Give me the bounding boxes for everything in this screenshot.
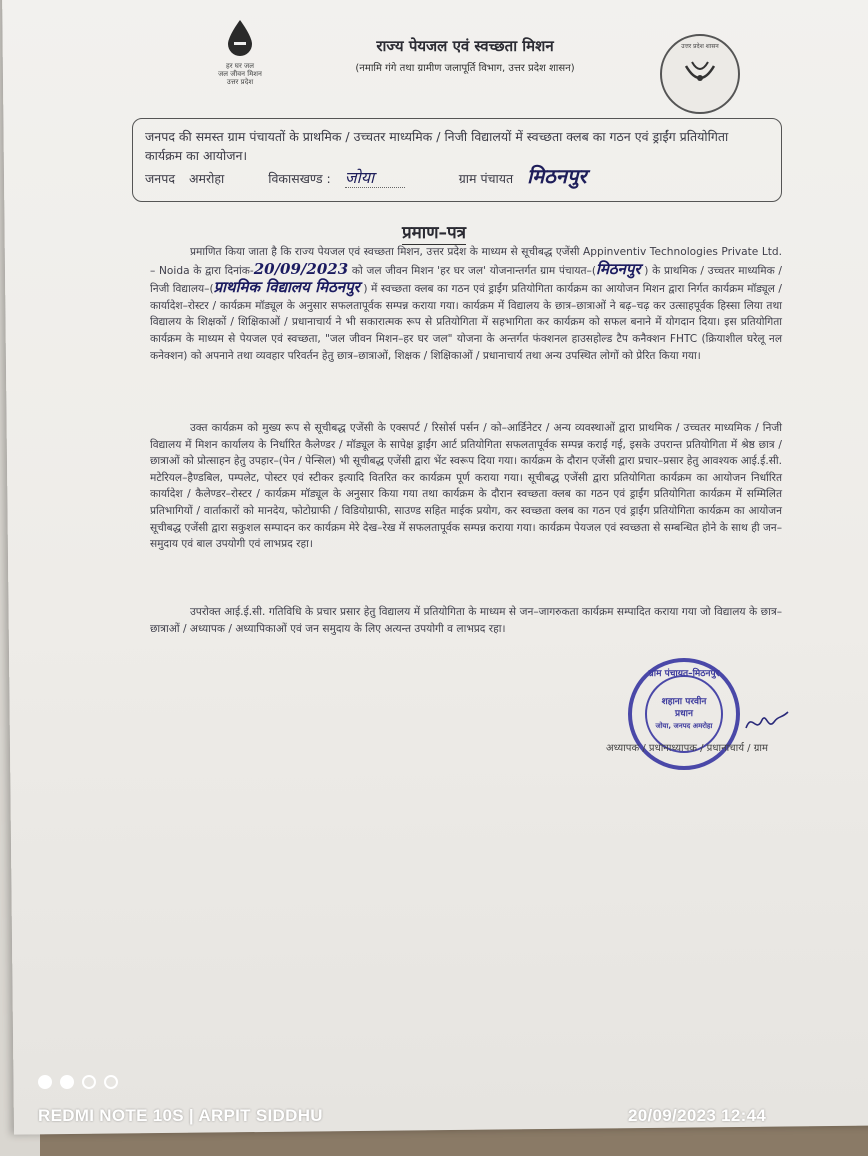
document-title	[0, 220, 868, 243]
para1-text-c: ) के प्राथमिक / उच्चतर माध्यमिक / निजी विद्यालय–(	[150, 264, 783, 296]
device-watermark: REDMI NOTE 10S | ARPIT SIDDHU	[38, 1106, 323, 1125]
stamp-ring-text: ग्राम पंचायत–मिठनपुर	[648, 669, 720, 679]
fish-bow-emblem-icon	[680, 56, 720, 92]
mission-title: राज्य पेयजल एवं स्वच्छता मिशन	[376, 37, 554, 55]
para3-text: उपरोक्त आई.ई.सी. गतिविधि के प्रचार प्रसार हेतु विद्यालय में प्रतियोगिता के माध्यम से जन–जागरुकता कार्यक्रम सम्पादित कराया गया जो विद्यालय के छात्र–छात्राओं / अध्यापक / अध्यापिकाओं एवं जन समुदाय के लिए अत्यन्त उपयोगी व लाभप्रद रहा।	[150, 606, 782, 635]
para1-text-b: को जल जीवन मिशन 'हर घर जल' योजनान्तर्गत ग्राम पंचायत–(	[351, 264, 596, 277]
handwritten-village: मिठनपुर	[595, 259, 641, 278]
water-drop-icon	[225, 18, 255, 58]
para1-text-a: प्रमाणित किया जाता है कि राज्य पेयजल एवं स्वच्छता मिशन, उत्तर प्रदेश के माध्यम से सूचीबद्ध एजेंसी Appinventiv Technologies Private Ltd. – Noida के द्वारा दिनांक-	[150, 246, 782, 277]
paragraph-3	[150, 604, 782, 637]
district-value: अमरोहा	[188, 171, 225, 186]
paragraph-2	[150, 420, 782, 553]
para1-text-d: ) में स्वच्छता क्लब का गठन एवं ड्राईंग प्रतियोगिता कार्यक्रम का आयोजन मिशन द्वारा निर्गत कार्यक्रम मॉड्यूल / कार्यादेश–रोस्टर / कार्यक्रम मॉड्यूल के अनुसार सफलतापूर्वक सम्पन्न कराया गया। कार्यक्रम में विद्यालय के छात्र–छात्राओं ने बढ़–चढ़ कर उत्साहपूर्वक हिस्सा लिया तथा विद्यालय के शिक्षकों / शिक्षिकाओं / प्रधानाचार्य ने भी सकारात्मक रूप से प्रतियोगिता में सहभागिता कर कार्यक्रम को सफल बनाने में योगदान दिया। इस प्रतियोगिता कार्यक्रम के माध्यम से पेयजल एवं स्वच्छता, "जल जीवन मिशन–हर घर जल" योजना के अन्तर्गत फंक्शनल हाउसहोल्ड टैप कनैक्शन FHTC (क्रियाशील घरेलू नल कनेक्शन) को अपनाने तथा व्यवहार परिवर्तन हेतु छात्र–छात्राओं, शिक्षक / शिक्षिकाओं / प्रधानाचार्य तथा अन्य उपस्थित लोगों को प्रेरित किया गया।	[150, 283, 783, 362]
subject-line: जनपद की समस्त ग्राम पंचायतों के प्राथमिक / उच्चतर माध्यमिक / निजी विद्यालयों में स्वच्छता क्लब का गठन एवं ड्राईंग प्रतियोगिता कार्यक्रम का आयोजन।	[145, 129, 729, 163]
timestamp-watermark: 20/09/2023 12:44	[628, 1106, 767, 1125]
subject-box	[132, 118, 782, 202]
para2-text: उक्त कार्यक्रम को मुख्य रूप से सूचीबद्ध एजेंसी के एक्सपर्ट / रिसोर्स पर्सन / को–आर्डिनेटर / अन्य व्यवस्थाओं द्वारा प्राथमिक / उच्चतर माध्यमिक / निजी विद्यालय में मिशन कार्यालय के निर्धारित कैलेण्डर / मॉड्यूल के सापेक्ष ड्राईंग आर्ट प्रतियोगिता सफलतापूर्वक सम्पन्न कराई गई, इसके उपरान्त प्रतियोगिता में श्रेष्ठ छात्र / छात्राओं को प्रोत्साहन हेतु उपहार–(पेन / पेन्सिल) भी सूचीबद्ध एजेंसी द्वारा भेंट स्वरूप दिया गया। कार्यक्रम के दौरान एजेंसी द्वारा प्रचार–प्रसार हेतु आवश्यक आई.ई.सी. मटेरियल–हैण्डबिल, पम्पलेट, पोस्टर एवं स्टीकर इत्यादि वितरित कर कार्यक्रम पूर्ण कराया गया। सूचीबद्ध एजेंसी द्वारा प्रतियोगिता कार्यक्रम का आयोजन निर्धारित कार्यादेश / कैलेण्डर–रोस्टर / कार्यक्रम मॉड्यूल के अनुसार किया गया तथा कार्यक्रम के दौरान स्वच्छता क्लब का गठन एवं ड्राईंग प्रतियोगिता कार्यक्रम में सम्मिलित प्रतिभागियों / वार्ताकारों को मानदेय, फोटोग्राफी / विडियोग्राफी, साउण्ड सहित माईक प्रयोग, कर स्वच्छता क्लब का गठन एवं ड्राईंग प्रतियोगिता कार्यक्रम का आयोजन सूचीबद्ध एजेंसी द्वारा सकुशल सम्पादन कर कार्यक्रम मेरे देख–रेख में सफलतापूर्वक सम्पन्न कराया गया। कार्यक्रम पेयजल एवं स्वच्छता से सम्बन्धित होने के साथ ही जन–समुदाय एवं बाल उपयोगी एवं लाभप्रद रहा।	[150, 422, 782, 551]
carousel-dot[interactable]	[104, 1075, 118, 1089]
header-title-block	[300, 36, 630, 74]
signature-mark	[744, 706, 790, 736]
mission-subtitle: (नमामि गंगे तथा ग्रामीण जलापूर्ति विभाग, उत्तर प्रदेश शासन)	[355, 63, 575, 74]
panchayat-label: ग्राम पंचायत	[458, 171, 514, 186]
block-label: विकासखण्ड :	[268, 171, 331, 186]
stamp-name: शहाना परवीन	[661, 697, 707, 707]
block-value: जोया	[345, 168, 405, 188]
signature-label: अध्यापक / प्रधानाध्यापक / प्रधानाचार्य / ग्राम	[606, 743, 768, 754]
district-label: जनपद	[145, 171, 175, 186]
handwritten-date: 20/09/2023	[253, 259, 349, 278]
carousel-dot[interactable]	[60, 1075, 74, 1089]
stamp-bottom-text: जोया, जनपद अमरोहा	[655, 722, 713, 730]
logo-line: हर घर जल	[226, 62, 254, 70]
location-line	[145, 164, 769, 188]
stamp-role: प्रधान	[675, 709, 693, 719]
har-ghar-jal-logo	[205, 18, 275, 86]
emblem-text: उत्तर प्रदेश शासन	[681, 43, 719, 50]
carousel-dot[interactable]	[82, 1075, 96, 1089]
carousel-dot[interactable]	[38, 1075, 52, 1089]
logo-line: उत्तर प्रदेश	[226, 78, 254, 86]
up-government-emblem	[660, 34, 740, 114]
panchayat-value: मिठनपुर	[527, 164, 587, 188]
carousel-indicator	[38, 1075, 118, 1089]
logo-line: जल जीवन मिशन	[218, 70, 262, 78]
certificate-heading: प्रमाण–पत्र	[401, 223, 467, 243]
handwritten-school: प्राथमिक विद्यालय मिठनपुर	[213, 278, 360, 297]
paragraph-1	[150, 244, 782, 364]
